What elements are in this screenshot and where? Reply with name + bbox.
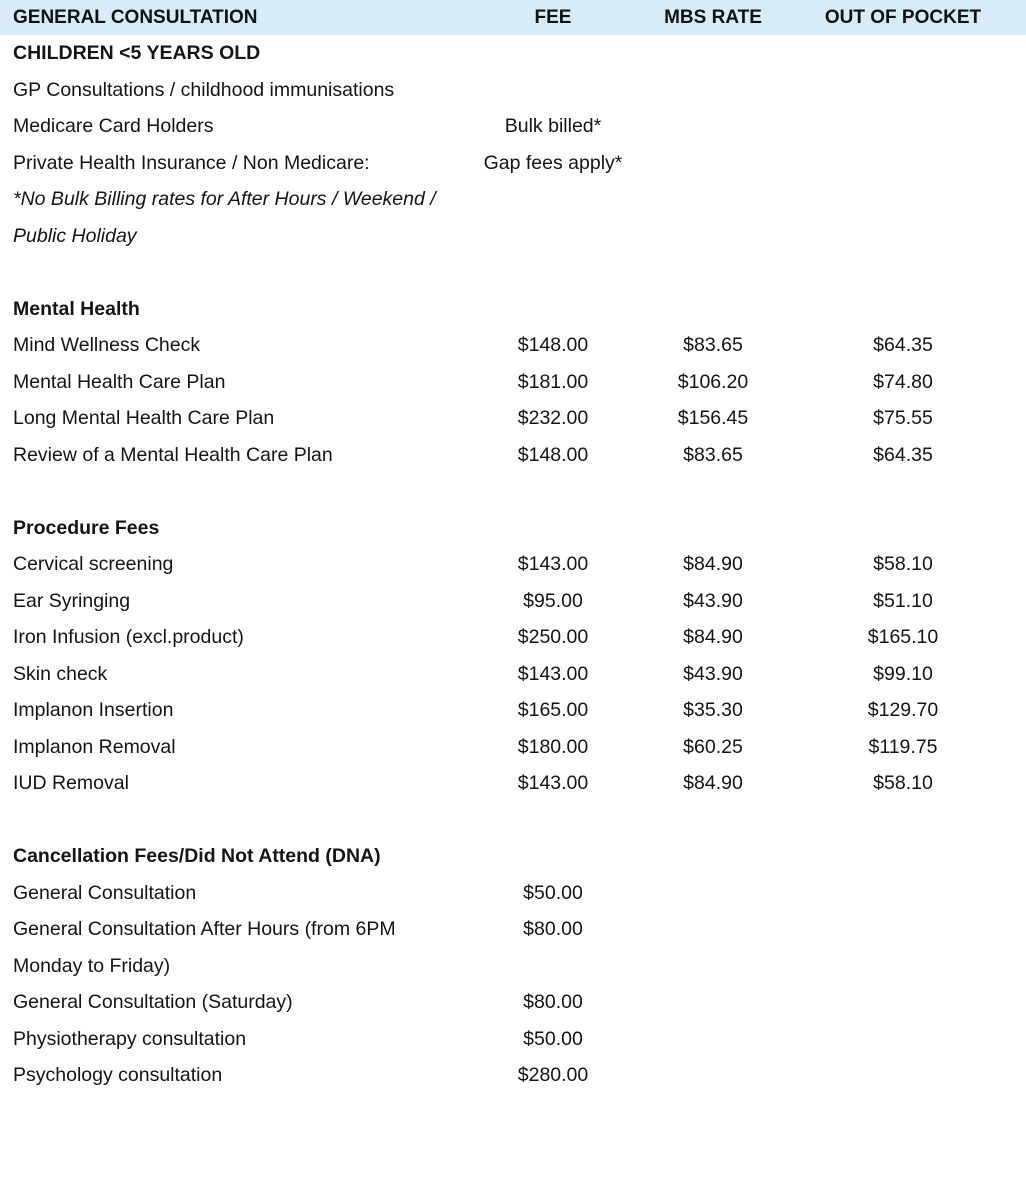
children-title: CHILDREN <5 YEARS OLD	[13, 42, 261, 64]
table-row	[0, 875, 1026, 912]
table-row	[0, 437, 1026, 474]
table-row	[0, 729, 1026, 766]
mbs-value: $35.30	[683, 699, 743, 721]
service-name: Mind Wellness Check	[13, 334, 201, 356]
fee-value: $143.00	[517, 772, 589, 794]
table-row	[0, 656, 1026, 693]
table-row	[0, 1057, 1026, 1094]
mbs-value: $106.20	[677, 370, 749, 393]
mbs-value: $84.90	[683, 553, 743, 575]
out-of-pocket-value: $58.10	[873, 772, 933, 794]
out-of-pocket-value: $129.70	[867, 699, 939, 721]
out-of-pocket-value: $64.35	[873, 334, 933, 356]
table-row	[0, 400, 1026, 437]
fee-value	[473, 948, 633, 985]
table-row	[0, 327, 1026, 364]
table-row	[0, 765, 1026, 802]
out-of-pocket-value: $75.55	[873, 407, 933, 429]
spacer-row	[0, 802, 1026, 839]
fee-value: $181.00	[517, 370, 589, 393]
header-general-consultation: GENERAL CONSULTATION	[13, 7, 258, 28]
service-name: Monday to Friday)	[13, 954, 171, 977]
out-of-pocket-value: $51.10	[873, 589, 933, 612]
table-row	[0, 911, 1026, 948]
service-name: Long Mental Health Care Plan	[13, 407, 275, 429]
fee-value: $165.00	[517, 699, 589, 721]
mbs-value: $84.90	[683, 626, 743, 648]
service-name: Mental Health Care Plan	[13, 370, 226, 393]
service-name: Iron Infusion (excl.product)	[13, 626, 244, 648]
mbs-value: $43.90	[683, 662, 743, 685]
fee-value: $180.00	[517, 735, 589, 758]
spacer-row	[0, 254, 1026, 291]
fee-value: $148.00	[517, 334, 589, 356]
fee-value: $148.00	[517, 443, 589, 466]
section-title-mental-health	[0, 291, 1026, 328]
header-out-of-pocket: OUT OF POCKET	[824, 7, 982, 28]
service-name: General Consultation	[13, 881, 197, 904]
table-row	[0, 72, 1026, 109]
fee-value: $80.00	[523, 991, 583, 1013]
fee-value: $143.00	[517, 662, 589, 685]
table-row	[0, 692, 1026, 729]
spacer-row	[0, 473, 1026, 510]
gp-consultations-label: GP Consultations / childhood immunisations	[13, 78, 395, 101]
header-mbs-rate: MBS RATE	[664, 7, 762, 28]
fee-value: $50.00	[523, 881, 583, 904]
service-name: Cervical screening	[13, 553, 174, 575]
fee-value: $250.00	[517, 626, 589, 648]
fee-value: $50.00	[523, 1027, 583, 1050]
header-fee: FEE	[534, 7, 572, 28]
mbs-value: $43.90	[683, 589, 743, 612]
section-title-cancellation	[0, 838, 1026, 875]
table-row	[0, 546, 1026, 583]
service-name: IUD Removal	[13, 772, 129, 794]
service-name: Ear Syringing	[13, 589, 131, 612]
out-of-pocket-value: $64.35	[873, 443, 933, 466]
mbs-value: $84.90	[683, 772, 743, 794]
private-health-label: Private Health Insurance / Non Medicare:	[13, 151, 370, 174]
table-row	[0, 364, 1026, 401]
table-row	[0, 1021, 1026, 1058]
section-title-children	[0, 35, 1026, 72]
out-of-pocket-value: $99.10	[873, 662, 933, 685]
gap-fees-value: Gap fees apply*	[483, 151, 623, 174]
bulk-billing-note-line1: *No Bulk Billing rates for After Hours / Weekend /	[13, 188, 436, 210]
fee-table	[0, 35, 1026, 1094]
procedure-fees-title: Procedure Fees	[13, 516, 160, 539]
cancellation-fees-title: Cancellation Fees/Did Not Attend (DNA)	[13, 845, 381, 867]
table-row	[0, 108, 1026, 145]
out-of-pocket-value: $165.10	[867, 626, 939, 648]
table-row	[0, 218, 1026, 255]
bulk-billing-note-line2: Public Holiday	[13, 224, 137, 247]
fee-value: $80.00	[523, 918, 583, 940]
mbs-value: $60.25	[683, 735, 743, 758]
table-row	[0, 181, 1026, 218]
table-row	[0, 145, 1026, 182]
out-of-pocket-value: $74.80	[873, 370, 933, 393]
bulk-billed-value: Bulk billed*	[504, 115, 602, 137]
fee-value: $232.00	[517, 407, 589, 429]
service-name: Physiotherapy consultation	[13, 1027, 247, 1050]
mental-health-title: Mental Health	[13, 297, 140, 320]
table-row	[0, 583, 1026, 620]
table-row	[0, 948, 1026, 985]
service-name: Skin check	[13, 662, 108, 685]
fee-value: $143.00	[517, 553, 589, 575]
service-name: Implanon Insertion	[13, 699, 174, 721]
out-of-pocket-value: $119.75	[868, 735, 938, 758]
mbs-value: $83.65	[683, 334, 743, 356]
section-title-procedures	[0, 510, 1026, 547]
table-row	[0, 984, 1026, 1021]
service-name: General Consultation (Saturday)	[13, 991, 293, 1013]
table-header	[0, 0, 1026, 35]
table-row	[0, 619, 1026, 656]
mbs-value: $83.65	[683, 443, 743, 466]
service-name: General Consultation After Hours (from 6PM	[13, 918, 396, 940]
fee-value: $95.00	[523, 589, 583, 612]
mbs-value: $156.45	[677, 407, 749, 429]
service-name: Psychology consultation	[13, 1064, 223, 1086]
out-of-pocket-value: $58.10	[873, 553, 933, 575]
fee-value: $280.00	[517, 1064, 589, 1086]
service-name: Implanon Removal	[13, 735, 176, 758]
medicare-card-holders-label: Medicare Card Holders	[13, 115, 214, 137]
service-name: Review of a Mental Health Care Plan	[13, 443, 333, 466]
